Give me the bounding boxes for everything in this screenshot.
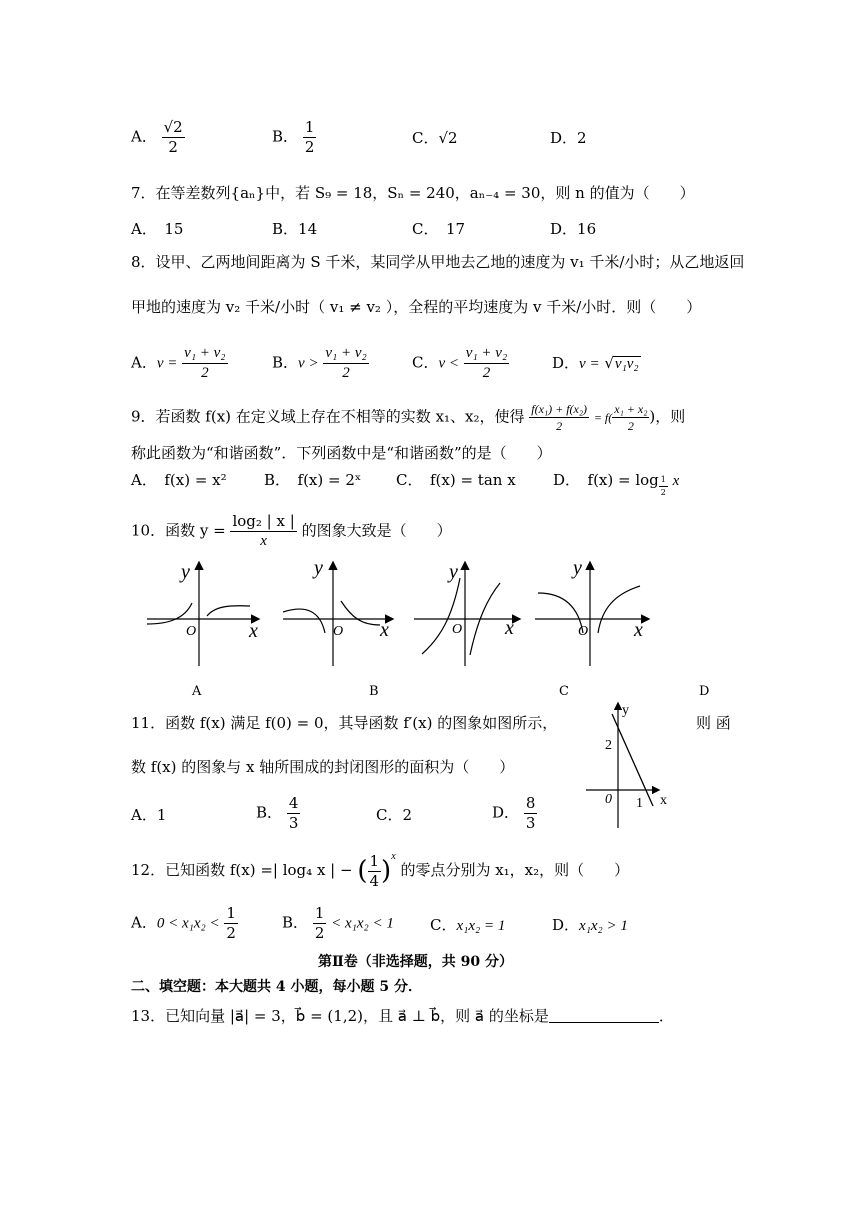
q6-option-a: A． $\frac{√2}{2}$ (131, 118, 183, 156)
q8-option-c: C．v < $\frac{\text{v₁ + v₂}}{2}$ (412, 345, 508, 381)
graph-c-y-label: y (449, 561, 458, 583)
q13-answer-blank[interactable] (549, 1008, 659, 1023)
q11-option-c: C．2 (376, 806, 413, 824)
graph-b-y-label: y (314, 558, 323, 579)
graph-a-y-label: y (181, 561, 190, 583)
q8-option-b: B．v > $\frac{\text{v₁ + v₂}}{2}$ (272, 345, 367, 381)
q11-option-a: A．1 (131, 806, 167, 824)
q11-option-d: D． $\frac{8}{3}$ (492, 794, 536, 832)
graph-a (147, 561, 258, 666)
graph-d-origin: O (578, 624, 589, 639)
graph-d (535, 558, 648, 666)
q11-graph-tick-y: 2 (605, 738, 612, 753)
q6-option-b: B． $\frac{1}{2}$ (272, 118, 315, 156)
graph-d-caption: D (699, 684, 710, 699)
graph-c-x-label: x (505, 617, 514, 639)
q12-option-a: A．0 < x₁x₂ < $\frac{1}{2}$ (131, 904, 236, 942)
q11-graph-x-label: x (660, 793, 667, 808)
q8-option-d: D．v = √v₁v₂ (552, 354, 639, 372)
graph-b-caption: B (369, 684, 379, 699)
q11-graph-origin: 0 (605, 792, 612, 807)
q8-line1: 8．设甲、乙两地间距离为 S 千米，某同学从甲地去乙地的速度为 v₁ 千米/小时；从乙地返回 (131, 253, 745, 271)
q7-option-d: D．16 (550, 220, 597, 238)
q12-option-b: B． $\frac{1}{2}$ < x₁x₂ < 1 (282, 904, 394, 942)
q9-line1: 9．若函数 f(x) 在定义域上存在不相等的实数 x₁、x₂，使得 $\frac{\text{f(x₁) + f(x₂)}}{2}$ = f( $\frac{\text{x₁ + x₂}}{2}$ )，则 (131, 402, 686, 433)
q12-option-c: C．x₁x₂ = 1 (430, 916, 506, 934)
graph-c-origin: O (452, 622, 463, 637)
graph-d-y-label: y (573, 558, 582, 579)
graph-a-x-label: x (249, 620, 258, 642)
q8-line2: 甲地的速度为 v₂ 千米/小时（ v₁ ≠ v₂ ），全程的平均速度为 v 千米/小时．则（ ） (131, 298, 702, 316)
q11-graph-tick-x: 1 (636, 796, 643, 811)
q13-stem: 13．已知向量 |a⃗| = 3，b⃗ = (1,2)，且 a⃗ ⊥ b⃗，则 a⃗ 的坐标是 ． (131, 1007, 674, 1025)
graph-d-x-label: x (634, 619, 643, 641)
q10-stem: 10．函数 y = $\frac{\text{log₂ | x |}}{x}$ 的图象大致是（ ） (131, 512, 452, 549)
section-2-title: 第Ⅱ卷（非选择题，共 90 分） (318, 954, 514, 970)
section-2-heading: 二、填空题：本大题共 4 小题，每小题 5 分． (131, 979, 422, 995)
q6-option-c: C．√2 (412, 129, 458, 147)
q11-line2: 数 f(x) 的图象与 x 轴所围成的封闭图形的面积为（ ） (131, 758, 515, 776)
q7-option-a: A． 15 (131, 220, 184, 238)
q11-option-b: B． $\frac{4}{3}$ (256, 794, 299, 832)
q10-graphs (0, 558, 860, 698)
graph-b-origin: O (333, 624, 344, 639)
q9-option-b: B． f(x) = 2ˣ (264, 471, 362, 489)
q11-graph-y-label: y (622, 703, 629, 718)
q12-stem: 12．已知函数 f(x) =| log₄ x | − ( $\frac{1}{4}$ )$^x$ 的零点分别为 x₁，x₂，则（ ） (131, 851, 630, 890)
q7-option-c: C． 17 (412, 220, 466, 238)
q7-option-b: B．14 (272, 220, 318, 238)
q9-option-d: D． f(x) = log $\frac{1}{2}$ x (553, 471, 680, 497)
q7-stem: 7．在等差数列{aₙ}中，若 S₉ = 18，Sₙ = 240，aₙ₋₄ = 30，则 n 的值为（ ） (131, 184, 695, 202)
graph-b (283, 558, 392, 666)
graph-b-x-label: x (380, 619, 389, 641)
graph-a-origin: O (186, 624, 197, 639)
q9-line2: 称此函数为“和谐函数”．下列函数中是“和谐函数”的是（ ） (131, 444, 552, 462)
graph-c-caption: C (559, 684, 569, 699)
q11-line1: 11．函数 f(x) 满足 f(0) = 0，其导函数 f′(x) 的图象如图所示， (131, 714, 558, 732)
graph-c (414, 561, 519, 666)
q11-derivative-graph (580, 696, 690, 836)
q12-option-d: D．x₁x₂ > 1 (552, 916, 628, 934)
q11-line1-end: 则 函 (696, 714, 731, 732)
q8-option-a: A．v = $\frac{\text{v₁ + v₂}}{2}$ (131, 345, 226, 381)
q9-option-c: C． f(x) = tan x (396, 471, 516, 489)
q9-option-a: A． f(x) = x² (131, 471, 227, 489)
graph-a-caption: A (192, 684, 202, 699)
q6-option-d: D．2 (550, 129, 587, 147)
